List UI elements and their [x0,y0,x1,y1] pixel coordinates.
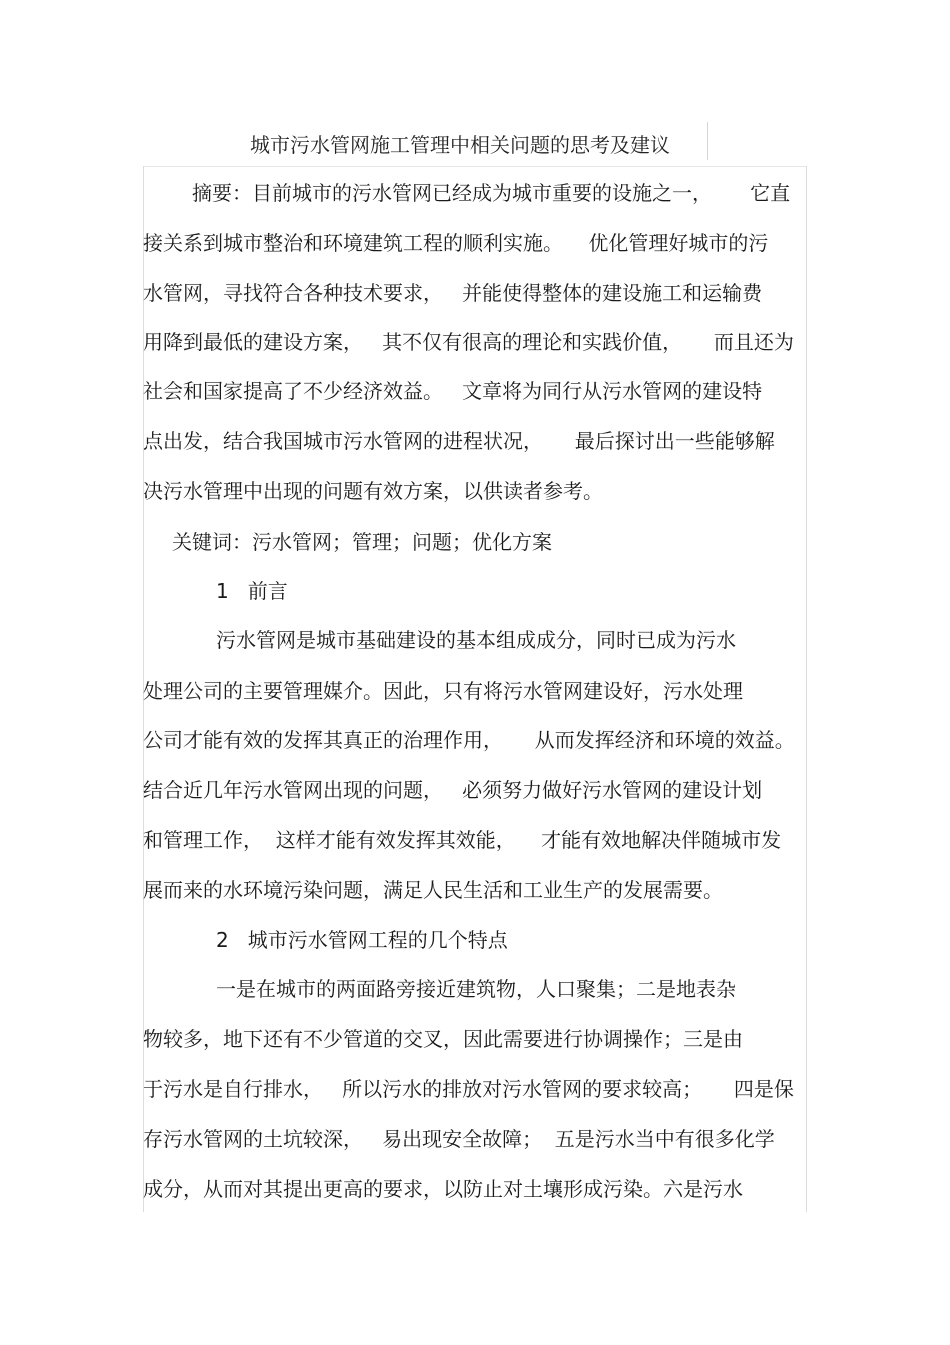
body-line: 污水管网是城市基础建设的基本组成成分，同时已成为污水 [216,628,736,652]
body-line: 公司才能有效的发挥其真正的治理作用， 从而发挥经济和环境的效益。 [143,728,795,752]
body-line: 一是在城市的两面路旁接近建筑物，人口聚集；二是地表杂 [216,977,736,1001]
keywords-line: 关键词：污水管网；管理；问题；优化方案 [172,530,552,554]
body-line: 存污水管网的土坑较深， 易出现安全故障； 五是污水当中有很多化学 [143,1127,775,1151]
frame-top-border [143,166,807,167]
body-line: 于污水是自行排水， 所以污水的排放对污水管网的要求较高； 四是保 [143,1077,794,1101]
abstract-line: 社会和国家提高了不少经济效益。 文章将为同行从污水管网的建设特 [143,379,763,403]
abstract-line: 决污水管理中出现的问题有效方案，以供读者参考。 [143,479,603,503]
body-line: 展而来的水环境污染问题，满足人民生活和工业生产的发展需要。 [143,878,723,902]
body-line: 处理公司的主要管理媒介。因此，只有将污水管网建设好，污水处理 [143,679,743,703]
abstract-line: 用降到最低的建设方案， 其不仅有很高的理论和实践价值， 而且还为 [143,330,794,354]
abstract-line: 水管网，寻找符合各种技术要求， 并能使得整体的建设施工和运输费 [143,281,763,305]
abstract-line: 接关系到城市整治和环境建筑工程的顺利实施。 优化管理好城市的污 [143,231,769,255]
abstract-line: 摘要：目前城市的污水管网已经成为城市重要的设施之一， 它直 [192,181,791,205]
frame-right-border [806,166,807,1212]
title-divider [707,122,708,160]
body-line: 和管理工作， 这样才能有效发挥其效能， 才能有效地解决伴随城市发 [143,828,782,852]
section-heading: 2 城市污水管网工程的几个特点 [216,928,508,952]
body-line: 物较多，地下还有不少管道的交叉，因此需要进行协调操作；三是由 [143,1027,743,1051]
abstract-line: 点出发，结合我国城市污水管网的进程状况， 最后探讨出一些能够解 [143,429,775,453]
body-line: 结合近几年污水管网出现的问题， 必须努力做好污水管网的建设计划 [143,778,763,802]
section-heading: 1 前言 [216,579,288,603]
document-title: 城市污水管网施工管理中相关问题的思考及建议 [250,133,670,157]
body-line: 成分，从而对其提出更高的要求，以防止对土壤形成污染。六是污水 [143,1177,743,1201]
